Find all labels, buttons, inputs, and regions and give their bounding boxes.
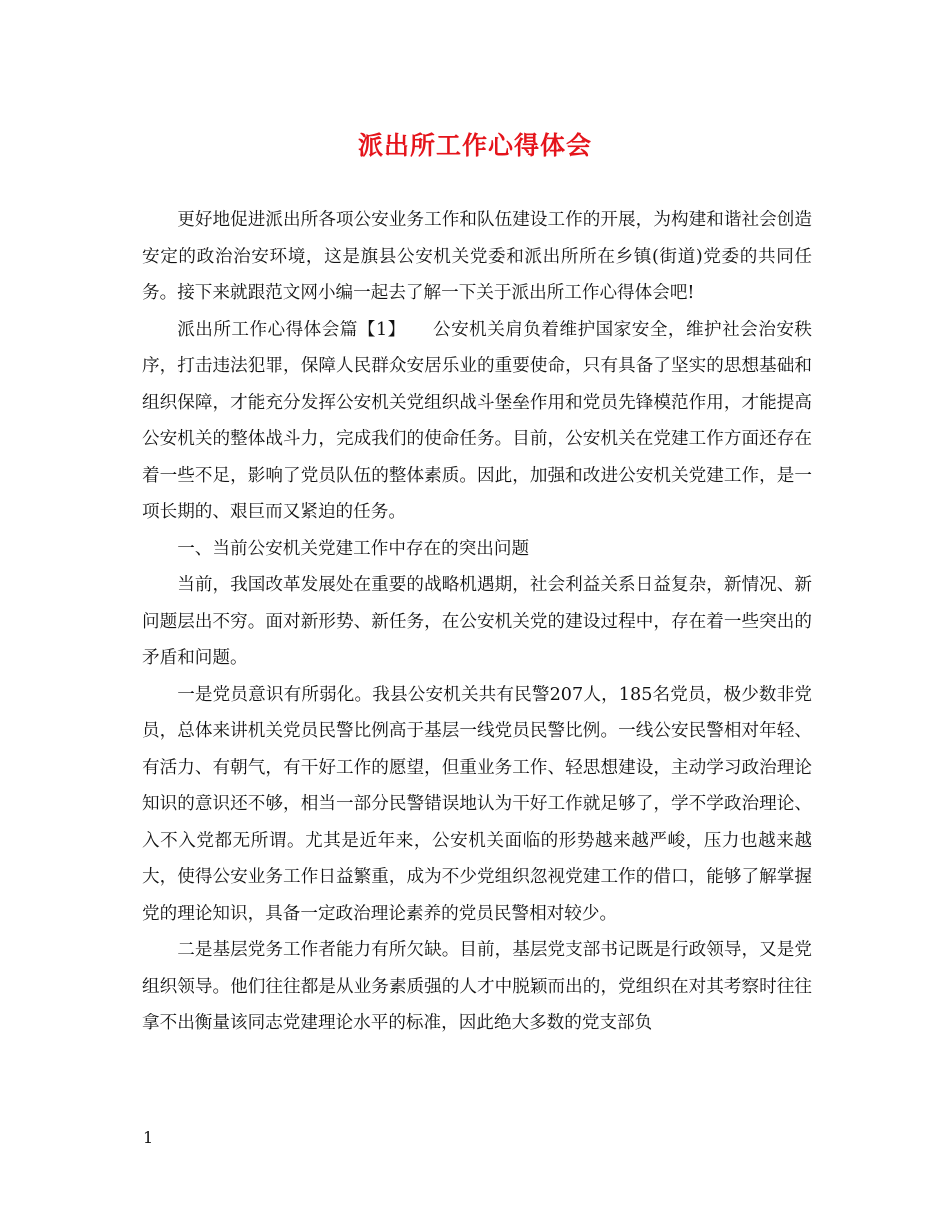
party-workers-paragraph: 二是基层党务工作者能力有所欠缺。目前，基层党支部书记既是行政领导，又是党组织领导。他们往往都是从业务素质强的人才中脱颖而出的，党组织在对其考察时往往拿不出衡量该同志党建理论水平的标准，因此绝大多数的党支部负 [142, 940, 812, 1033]
page-number: 1 [143, 1128, 154, 1147]
current-situation-paragraph: 当前，我国改革发展处在重要的战略机遇期，社会利益关系日益复杂，新情况、新问题层出不穷。面对新形势、新任务，在公安机关党的建设过程中，存在着一些突出的矛盾和问题。 [142, 575, 812, 668]
party-awareness-paragraph: 一是党员意识有所弱化。我县公安机关共有民警207人，185名党员，极少数非党员，总体来讲机关党员民警比例高于基层一线党员民警比例。一线公安民警相对年轻、有活力、有朝气，有干好工作的愿望，但重业务工作、轻思想建设，主动学习政治理论知识的意识还不够，相当一部分民警错误地认为干好工作就足够了，学不学政治理论、入不入党都无所谓。尤其是近年来，公安机关面临的形势越来越严峻，压力也越来越大，使得公安业务工作日益繁重，成为不少党组织忽视党建工作的借口，能够了解掌握党的理论知识，具备一定政治理论素养的党员民警相对较少。 [142, 684, 812, 924]
problem-heading: 一、当前公安机关党建工作中存在的突出问题 [177, 538, 530, 559]
document-body [142, 202, 812, 1042]
document-title: 派出所工作心得体会 [357, 131, 592, 160]
section-one-paragraph: 派出所工作心得体会篇【1】 公安机关肩负着维护国家安全，维护社会治安秩序，打击违法犯罪，保障人民群众安居乐业的重要使命，只有具备了坚实的思想基础和组织保障，才能充分发挥公安机关党组织战斗堡垒作用和党员先锋模范作用，才能提高公安机关的整体战斗力，完成我们的使命任务。目前，公安机关在党建工作方面还存在着一些不足，影响了党员队伍的整体素质。因此，加强和改进公安机关党建工作，是一项长期的、艰巨而又紧迫的任务。 [142, 319, 812, 522]
intro-paragraph: 更好地促进派出所各项公安业务工作和队伍建设工作的开展，为构建和谐社会创造安定的政治治安环境，这是旗县公安机关党委和派出所所在乡镇(街道)党委的共同任务。接下来就跟范文网小编一起去了解一下关于派出所工作心得体会吧! [142, 210, 812, 303]
